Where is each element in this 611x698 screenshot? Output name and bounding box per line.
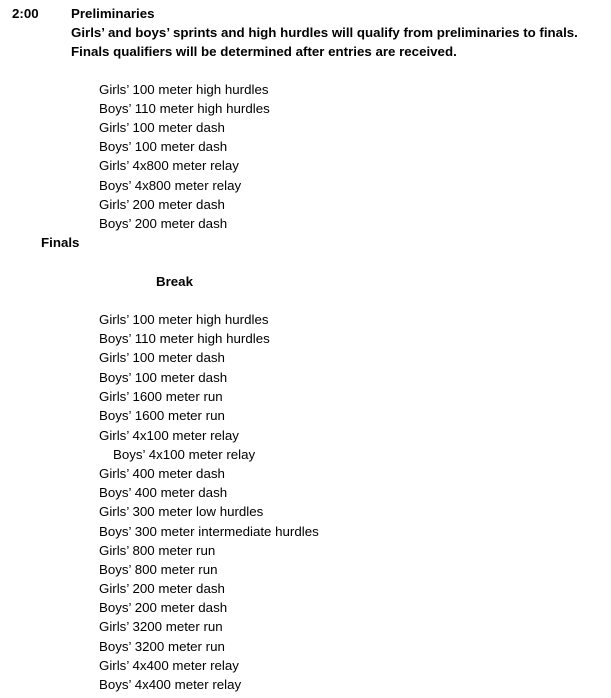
list-item: Boys’ 3200 meter run [99, 639, 225, 654]
list-item: Girls’ 100 meter high hurdles [99, 312, 269, 327]
list-item: Girls’ 400 meter dash [99, 466, 225, 481]
list-item: Girls’ 100 meter dash [99, 120, 225, 135]
qualification-note: Girls’ and boys’ sprints and high hurdles will qualify from preliminaries to finals. [71, 25, 578, 40]
list-item: Girls’ 100 meter high hurdles [99, 82, 269, 97]
list-item: Boys’ 800 meter run [99, 562, 218, 577]
list-item: Boys’ 4x800 meter relay [99, 178, 242, 193]
list-item: Boys’ 200 meter dash [99, 600, 228, 615]
list-item: Girls’ 200 meter dash [99, 581, 225, 596]
list-item: Girls’ 1600 meter run [99, 389, 223, 404]
list-item: Girls’ 4x100 meter relay [99, 428, 239, 443]
start-time: 2:00 [12, 6, 39, 21]
list-item: Boys’ 110 meter high hurdles [99, 101, 270, 116]
list-item: Boys’ 110 meter high hurdles [99, 331, 270, 346]
list-item: Girls’ 200 meter dash [99, 197, 225, 212]
list-item: Boys’ 400 meter dash [99, 485, 228, 500]
list-item: Girls’ 100 meter dash [99, 350, 225, 365]
list-item: Girls’ 300 meter low hurdles [99, 504, 264, 519]
finals-label: Finals [41, 235, 80, 250]
list-item: Boys’ 1600 meter run [99, 408, 225, 423]
list-item: Girls’ 4x800 meter relay [99, 158, 239, 173]
list-item: Boys’ 100 meter dash [99, 370, 228, 385]
finals-qualifiers-note: Finals qualifiers will be determined after entries are received. [71, 44, 457, 59]
list-item: Boys’ 100 meter dash [99, 139, 228, 154]
list-item: Girls’ 3200 meter run [99, 619, 223, 634]
break-label: Break [156, 274, 193, 289]
section-heading: Preliminaries [71, 6, 155, 21]
list-item: Boys’ 200 meter dash [99, 216, 228, 231]
list-item: Boys’ 4x100 meter relay [113, 447, 256, 462]
list-item: Boys’ 300 meter intermediate hurdles [99, 524, 319, 539]
list-item: Girls’ 4x400 meter relay [99, 658, 239, 673]
list-item: Girls’ 800 meter run [99, 543, 216, 558]
list-item: Boys’ 4x400 meter relay [99, 677, 242, 692]
